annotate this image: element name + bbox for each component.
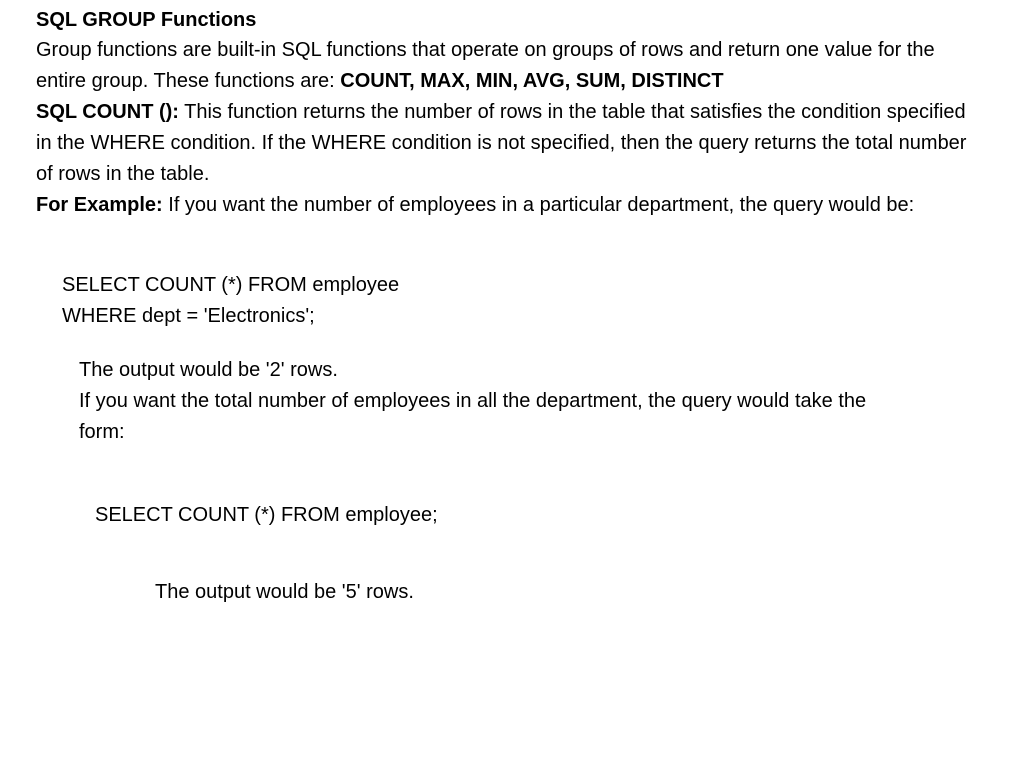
count-paragraph [36,97,981,190]
query-example-2 [95,500,695,531]
count-text: This function returns the number of rows in the table that satisfies the condition specified in the WHERE condition. If the WHERE condition is not specified, then the query returns the total number of rows in the table. [36,101,967,185]
output1-line2: If you want the total number of employees in all the department, the query would take the form: [79,390,867,443]
intro-section [36,6,981,221]
query2-line: SELECT COUNT (*) FROM employee; [95,504,438,526]
intro-paragraph [36,35,981,97]
output2-line: The output would be '5' rows. [155,581,414,603]
intro-text: Group functions are built-in SQL functions that operate on groups of rows and return one value for the entire group. These functions are: [36,39,935,92]
output-block-1 [79,355,899,448]
query1-line2: WHERE dept = 'Electronics'; [62,305,315,327]
query1-line1: SELECT COUNT (*) FROM employee [62,274,400,296]
output1-line1: The output would be '2' rows. [79,359,338,381]
output-block-2 [155,577,755,608]
function-list: COUNT, MAX, MIN, AVG, SUM, DISTINCT [340,70,724,92]
count-label: SQL COUNT (): [36,101,179,123]
example-text: If you want the number of employees in a particular department, the query would be: [162,194,915,216]
slide-title: SQL GROUP Functions [36,9,257,31]
example-paragraph [36,190,981,221]
example-label: For Example: [36,194,163,216]
query-example-1 [62,270,662,332]
